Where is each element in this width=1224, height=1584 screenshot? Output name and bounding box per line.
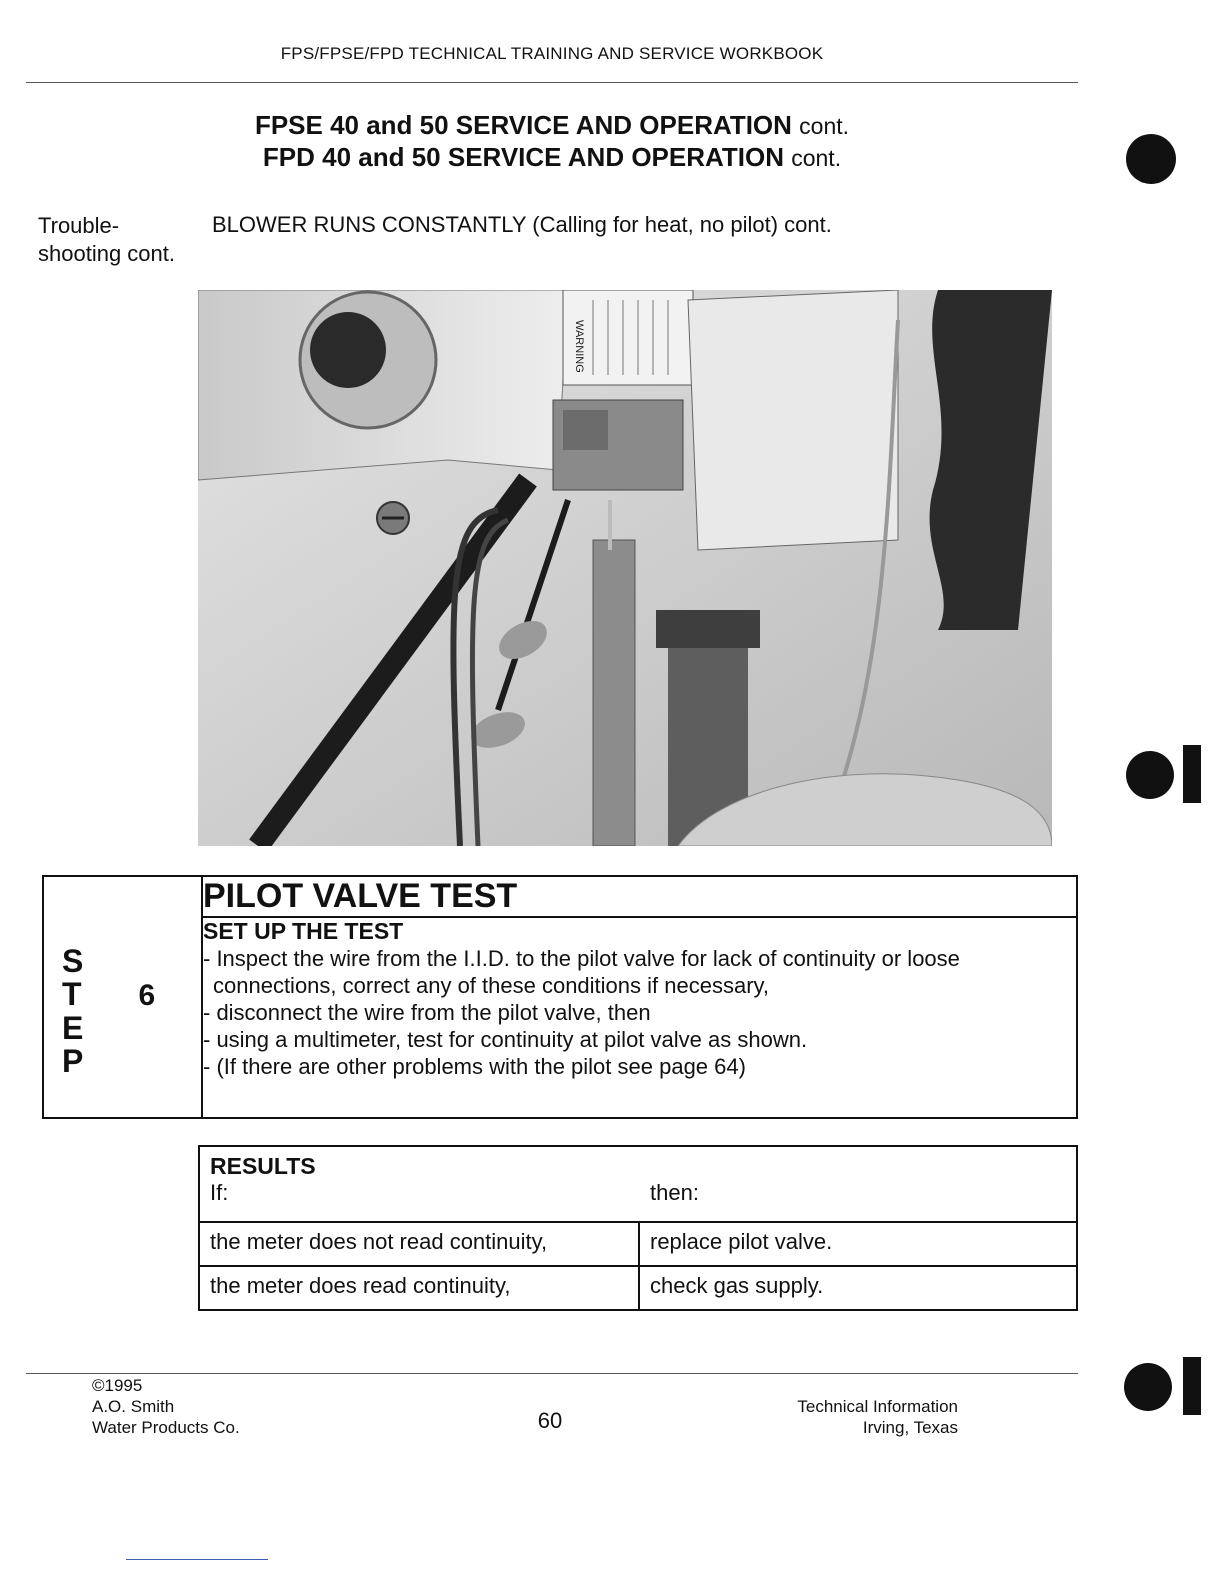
page-edge-mark xyxy=(126,1559,268,1560)
footer-company-line2: Water Products Co. xyxy=(92,1418,240,1437)
section-label xyxy=(38,212,175,268)
results-heading: RESULTS xyxy=(210,1153,316,1179)
footer-rule xyxy=(26,1373,1078,1374)
instruction-line: - (If there are other problems with the pilot see page 64) xyxy=(203,1054,746,1079)
title-fpse-main: FPSE 40 and 50 SERVICE AND OPERATION xyxy=(254,110,792,140)
results-header-cell xyxy=(199,1146,1077,1222)
page-number: 60 xyxy=(537,1408,563,1433)
pilot-valve-photo xyxy=(198,290,1052,846)
instruction-line: - using a multimeter, test for continuity at pilot valve as shown. xyxy=(203,1027,808,1052)
step-title: PILOT VALVE TEST xyxy=(202,876,1077,917)
step-letters xyxy=(44,877,201,1078)
footer-right-line1: Technical Information xyxy=(797,1397,958,1416)
results-column-labels xyxy=(210,1180,1066,1206)
step-letter: P xyxy=(62,1043,84,1079)
step-letter: T xyxy=(62,976,82,1012)
footer-right-line2: Irving, Texas xyxy=(862,1418,958,1437)
section-label-line2: shooting cont. xyxy=(38,241,175,266)
instruction-line: - Inspect the wire from the I.I.D. to the pilot valve for lack of continuity or loose xyxy=(203,946,960,971)
step-letter: E xyxy=(62,1010,84,1046)
step-number: 6 xyxy=(138,979,156,1012)
results-if-cell: the meter does not read continuity, xyxy=(199,1222,639,1266)
footer-right xyxy=(760,1396,958,1438)
running-header: FPS/FPSE/FPD TECHNICAL TRAINING AND SERVICE WORKBOOK xyxy=(280,44,824,63)
title-fpd-suffix: cont. xyxy=(791,145,842,171)
results-if-cell: the meter does read continuity, xyxy=(199,1266,639,1310)
binder-bar-mark xyxy=(1183,745,1201,803)
pilot-valve-illustration xyxy=(198,290,1052,846)
step-letter-row xyxy=(62,978,201,1012)
title-fpd xyxy=(0,142,1104,173)
results-then-label: then: xyxy=(650,1180,699,1205)
step-instructions xyxy=(202,917,1077,1118)
section-heading: BLOWER RUNS CONSTANTLY (Calling for heat, no pilot) cont. xyxy=(212,212,832,237)
footer-copyright: ©1995 xyxy=(92,1376,143,1395)
setup-heading: SET UP THE TEST xyxy=(203,918,404,944)
binder-hole-mark xyxy=(1126,751,1174,799)
results-table xyxy=(198,1145,1078,1311)
title-fpse-suffix: cont. xyxy=(799,113,850,139)
instruction-line: - disconnect the wire from the pilot valve, then xyxy=(203,1000,651,1025)
binder-hole-mark xyxy=(1126,134,1176,184)
binder-bar-mark xyxy=(1183,1357,1201,1415)
binder-hole-mark xyxy=(1124,1363,1172,1411)
results-if-label: If: xyxy=(210,1180,229,1205)
footer-company-line1: A.O. Smith xyxy=(92,1397,175,1416)
results-then-cell: replace pilot valve. xyxy=(639,1222,1077,1266)
step-letter: S xyxy=(62,943,84,979)
step-indicator-cell xyxy=(43,876,202,1118)
instruction-line: connections, correct any of these conditions if necessary, xyxy=(213,973,769,998)
warning-label-text: WARNING xyxy=(573,320,585,373)
results-then-cell: check gas supply. xyxy=(639,1266,1077,1310)
title-fpd-main: FPD 40 and 50 SERVICE AND OPERATION xyxy=(262,142,784,172)
section-label-line1: Trouble- xyxy=(38,213,120,238)
step-table xyxy=(42,875,1078,1119)
title-fpse xyxy=(0,110,1104,141)
header-rule xyxy=(26,82,1078,83)
